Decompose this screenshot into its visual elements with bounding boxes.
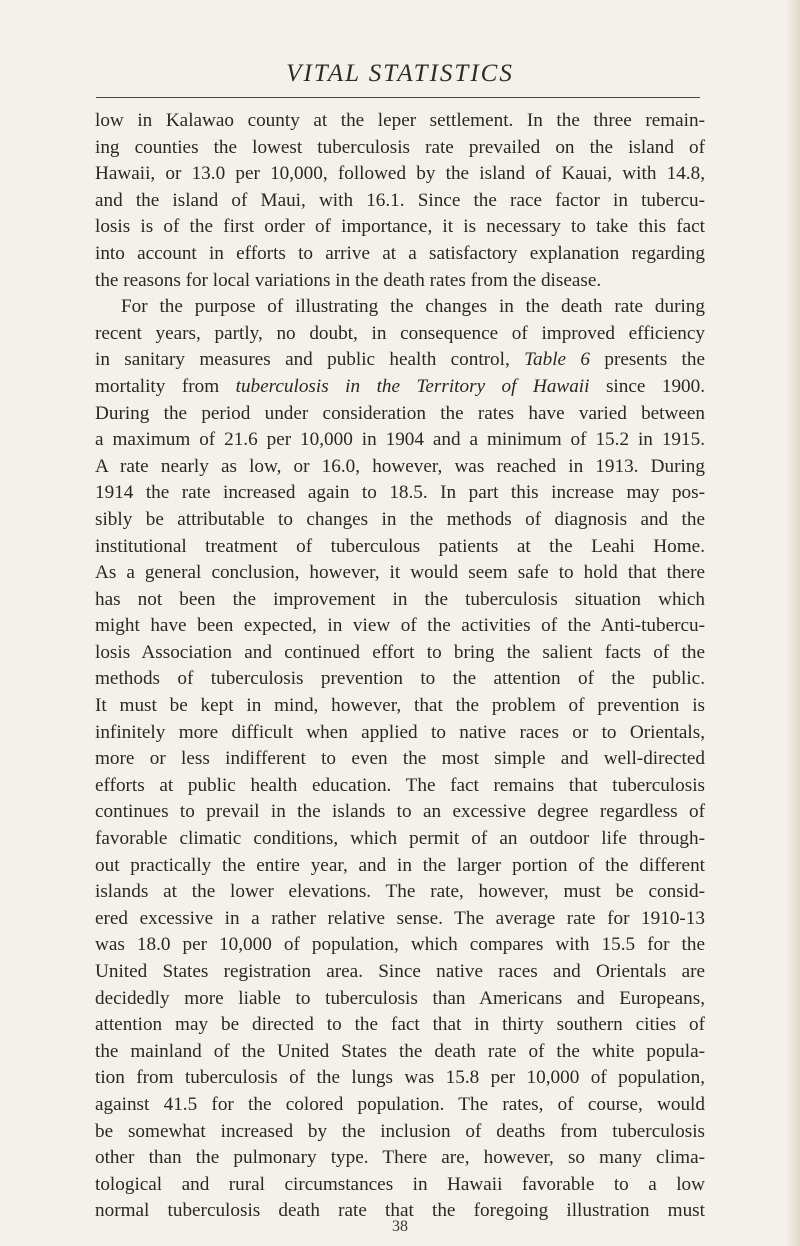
- text-line: ing counties the lowest tuberculosis rate prevailed on the island of: [95, 136, 705, 158]
- text-line: methods of tuberculosis prevention to the attention of the public.: [95, 668, 705, 690]
- text-line: As a general conclusion, however, it would seem safe to hold that there: [95, 562, 705, 584]
- text-line: and the island of Maui, with 16.1. Since the race factor in tubercu-: [95, 189, 705, 211]
- text-line: A rate nearly as low, or 16.0, however, was reached in 1913. During: [95, 455, 705, 477]
- text-line: institutional treatment of tuberculous patients at the Leahi Home.: [95, 535, 705, 557]
- italic-title: tuberculosis in the Territory of Hawaii: [235, 375, 590, 397]
- text-line-with-title: [95, 374, 705, 401]
- text-line: favorable climatic conditions, which permit of an outdoor life through-: [95, 828, 705, 850]
- text-line: normal tuberculosis death rate that the foregoing illustration must: [95, 1200, 705, 1222]
- text-line: attention may be directed to the fact that in thirty southern cities of: [95, 1014, 705, 1036]
- text-line: Hawaii, or 13.0 per 10,000, followed by the island of Kauai, with 14.8,: [95, 163, 705, 185]
- text-line: islands at the lower elevations. The rate, however, must be consid-: [95, 881, 705, 903]
- text-line: efforts at public health education. The fact remains that tuberculosis: [95, 774, 705, 796]
- text-line: It must be kept in mind, however, that the problem of prevention is: [95, 695, 705, 717]
- text-line: the reasons for local variations in the death rates from the disease.: [95, 269, 602, 291]
- text-fragment: presents the: [604, 349, 705, 371]
- text-line: During the period under consideration the rates have varied between: [95, 402, 705, 424]
- text-line: against 41.5 for the colored population. The rates, of course, would: [95, 1093, 705, 1115]
- text-line: has not been the improvement in the tuberculosis situation which: [95, 588, 705, 610]
- text-line: more or less indifferent to even the most simple and well-directed: [95, 748, 705, 770]
- text-line: For the purpose of illustrating the changes in the death rate during: [121, 296, 705, 318]
- header-rule: [96, 97, 700, 98]
- text-line: the mainland of the United States the death rate of the white popula-: [95, 1040, 705, 1062]
- text-line: was 18.0 per 10,000 of population, which compares with 15.5 for the: [95, 934, 705, 956]
- text-fragment: since 1900.: [605, 375, 706, 397]
- text-line: other than the pulmonary type. There are, however, so many clima-: [95, 1147, 705, 1169]
- text-line-with-reference: [95, 347, 705, 374]
- text-line: United States registration area. Since native races and Orientals are: [95, 961, 705, 982]
- text-line: recent years, partly, no doubt, in consequence of improved efficiency: [95, 322, 705, 344]
- table-reference: Table 6: [524, 349, 590, 371]
- text-line: low in Kalawao county at the leper settlement. In the three remain-: [95, 110, 705, 131]
- text-line: losis is of the first order of importance, it is necessary to take this fact: [95, 216, 705, 238]
- text-line: tion from tuberculosis of the lungs was 15.8 per 10,000 of population,: [95, 1067, 705, 1089]
- text-fragment: in sanitary measures and public health control,: [95, 349, 510, 371]
- page-number: 38: [392, 1218, 408, 1235]
- text-line: continues to prevail in the islands to an excessive degree regardless of: [95, 801, 705, 823]
- text-line: out practically the entire year, and in the larger portion of the different: [95, 854, 705, 876]
- text-line: tological and rural circumstances in Hawaii favorable to a low: [95, 1173, 705, 1195]
- text-fragment: mortality from: [95, 375, 220, 397]
- text-line: might have been expected, in view of the activities of the Anti-tubercu-: [95, 615, 705, 637]
- text-line: a maximum of 21.6 per 10,000 in 1904 and a minimum of 15.2 in 1915.: [95, 429, 705, 451]
- text-line: ered excessive in a rather relative sense. The average rate for 1910-13: [95, 907, 705, 929]
- text-line: decidedly more liable to tuberculosis than Americans and Europeans,: [95, 987, 705, 1009]
- text-line: into account in efforts to arrive at a satisfactory explanation regarding: [95, 242, 705, 264]
- text-line: infinitely more difficult when applied to native races or to Orientals,: [95, 721, 705, 743]
- body-text: [95, 108, 705, 1225]
- text-line: losis Association and continued effort to bring the salient facts of the: [95, 641, 705, 663]
- text-line: sibly be attributable to changes in the methods of diagnosis and the: [95, 508, 705, 530]
- text-line: 1914 the rate increased again to 18.5. In part this increase may pos-: [95, 482, 705, 504]
- text-line: be somewhat increased by the inclusion of deaths from tuberculosis: [95, 1120, 705, 1142]
- running-head-title: VITAL STATISTICS: [286, 60, 514, 87]
- page-edge-shadow: [786, 0, 800, 1246]
